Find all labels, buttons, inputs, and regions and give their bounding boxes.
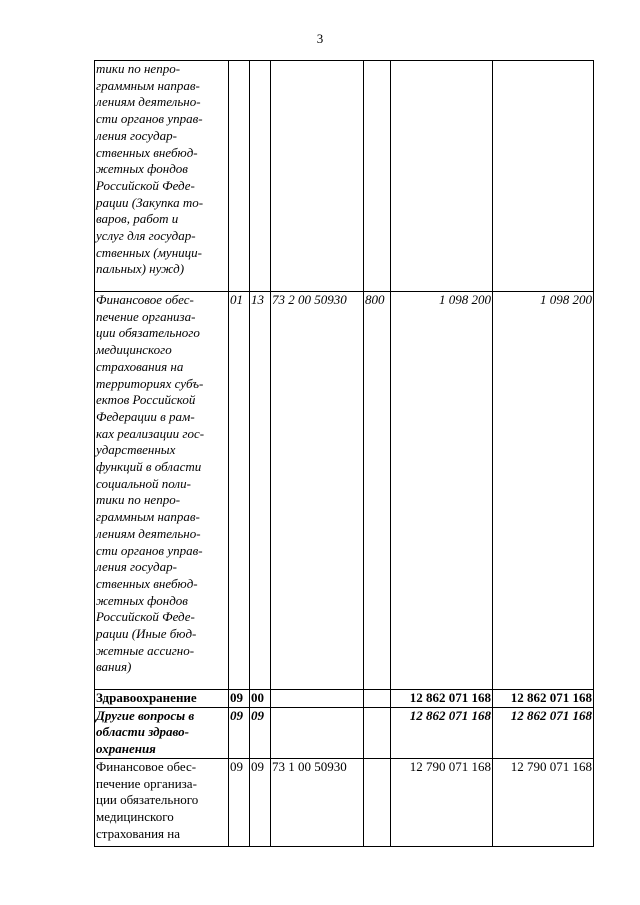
- year2-amount-cell: 12 862 071 168: [493, 707, 594, 758]
- year1-amount-cell: 12 790 071 168: [391, 758, 493, 846]
- csr-cell: 73 1 00 50930: [271, 758, 364, 846]
- row-name-line: ции обязательного: [96, 792, 199, 808]
- year2-amount-cell: 1 098 200: [493, 292, 594, 690]
- pr-cell: 09: [250, 707, 271, 758]
- row-name-cell: [95, 758, 229, 846]
- row-name-line: печение организа-: [96, 308, 196, 324]
- row-name-cell: [95, 61, 229, 292]
- row-name-line: ектов Российской: [96, 392, 196, 408]
- rz-cell: 09: [229, 758, 250, 846]
- table-row: [95, 707, 594, 758]
- rz-cell: 09: [229, 690, 250, 708]
- year1-amount-cell: 1 098 200: [391, 292, 493, 690]
- table-row: [95, 758, 594, 846]
- table-row: [95, 292, 594, 690]
- row-name-line: вания): [96, 659, 132, 675]
- row-name-line: Российской Феде-: [96, 177, 195, 193]
- vr-cell: [364, 758, 391, 846]
- row-name-line: граммным направ-: [96, 509, 200, 525]
- row-name-line: ударственных: [96, 442, 176, 458]
- csr-cell: [271, 707, 364, 758]
- row-name-line: варов, работ и: [96, 211, 179, 227]
- row-name-line: печение организа-: [96, 775, 197, 791]
- row-name-line: ции обязательного: [96, 325, 200, 341]
- row-name-line: социальной поли-: [96, 475, 191, 491]
- pr-cell: 00: [250, 690, 271, 708]
- pr-cell: [250, 61, 271, 292]
- pr-cell: 13: [250, 292, 271, 690]
- csr-cell: [271, 690, 364, 708]
- row-name-line: страхования на: [96, 358, 184, 374]
- row-name-line: жетных фондов: [96, 592, 188, 608]
- year2-amount-cell: 12 862 071 168: [493, 690, 594, 708]
- year1-amount-cell: 12 862 071 168: [391, 707, 493, 758]
- row-name-line: рации (Иные бюд-: [96, 626, 197, 642]
- row-name-line: ственных (муници-: [96, 244, 202, 260]
- page-number: 3: [316, 31, 324, 46]
- row-name-cell: [95, 707, 229, 758]
- row-name-line: пальных) нужд): [96, 261, 185, 277]
- vr-cell: [364, 707, 391, 758]
- row-name-line: медицинского: [96, 808, 174, 824]
- row-name-line: тики по непро-: [96, 492, 181, 508]
- row-name-cell: [95, 690, 229, 708]
- row-name-line: области здраво-: [96, 724, 190, 740]
- row-name-line: ственных внебюд-: [96, 144, 198, 160]
- row-name-line: сти органов управ-: [96, 542, 203, 558]
- row-name-line: территориях субъ-: [96, 375, 204, 391]
- year2-amount-cell: [493, 61, 594, 292]
- row-name-line: страхования на: [96, 825, 180, 841]
- rz-cell: 01: [229, 292, 250, 690]
- pr-cell: 09: [250, 758, 271, 846]
- vr-cell: [364, 690, 391, 708]
- row-name-line: граммным направ-: [96, 77, 200, 93]
- row-name-line: услуг для государ-: [96, 228, 196, 244]
- table-row: [95, 61, 594, 292]
- table-row: [95, 690, 594, 708]
- row-name-line: функций в области: [96, 459, 202, 475]
- row-name-line: тики по непро-: [96, 61, 181, 76]
- csr-cell: [271, 61, 364, 292]
- rz-cell: 09: [229, 707, 250, 758]
- vr-cell: 800: [364, 292, 391, 690]
- row-name-line: сти органов управ-: [96, 111, 203, 127]
- row-name-line: ления государ-: [96, 127, 177, 143]
- row-name-line: лениям деятельно-: [96, 94, 201, 110]
- row-name-line: Российской Феде-: [96, 609, 195, 625]
- rz-cell: [229, 61, 250, 292]
- row-name-cell: [95, 292, 229, 690]
- row-name-line: ления государ-: [96, 559, 177, 575]
- csr-cell: 73 2 00 50930: [271, 292, 364, 690]
- year2-amount-cell: 12 790 071 168: [493, 758, 594, 846]
- row-name-line: охранения: [96, 741, 156, 757]
- row-name-line: медицинского: [96, 342, 172, 358]
- budget-table: [94, 60, 594, 847]
- row-name-line: Федерации в рам-: [96, 408, 195, 424]
- row-name-line: Финансовое обес-: [96, 758, 197, 774]
- row-name-line: ках реализации гос-: [96, 425, 205, 441]
- row-name-line: рации (Закупка то-: [96, 194, 204, 210]
- row-name-line: Здравоохранение: [96, 690, 197, 705]
- row-name-line: жетные ассигно-: [96, 642, 195, 658]
- row-name-line: жетных фондов: [96, 161, 188, 177]
- row-name-line: Другие вопросы в: [96, 707, 195, 723]
- vr-cell: [364, 61, 391, 292]
- budget-table-body: [95, 61, 594, 847]
- year1-amount-cell: 12 862 071 168: [391, 690, 493, 708]
- row-name-line: Финансовое обес-: [96, 292, 194, 307]
- row-name-line: лениям деятельно-: [96, 525, 201, 541]
- row-name-line: ственных внебюд-: [96, 575, 198, 591]
- year1-amount-cell: [391, 61, 493, 292]
